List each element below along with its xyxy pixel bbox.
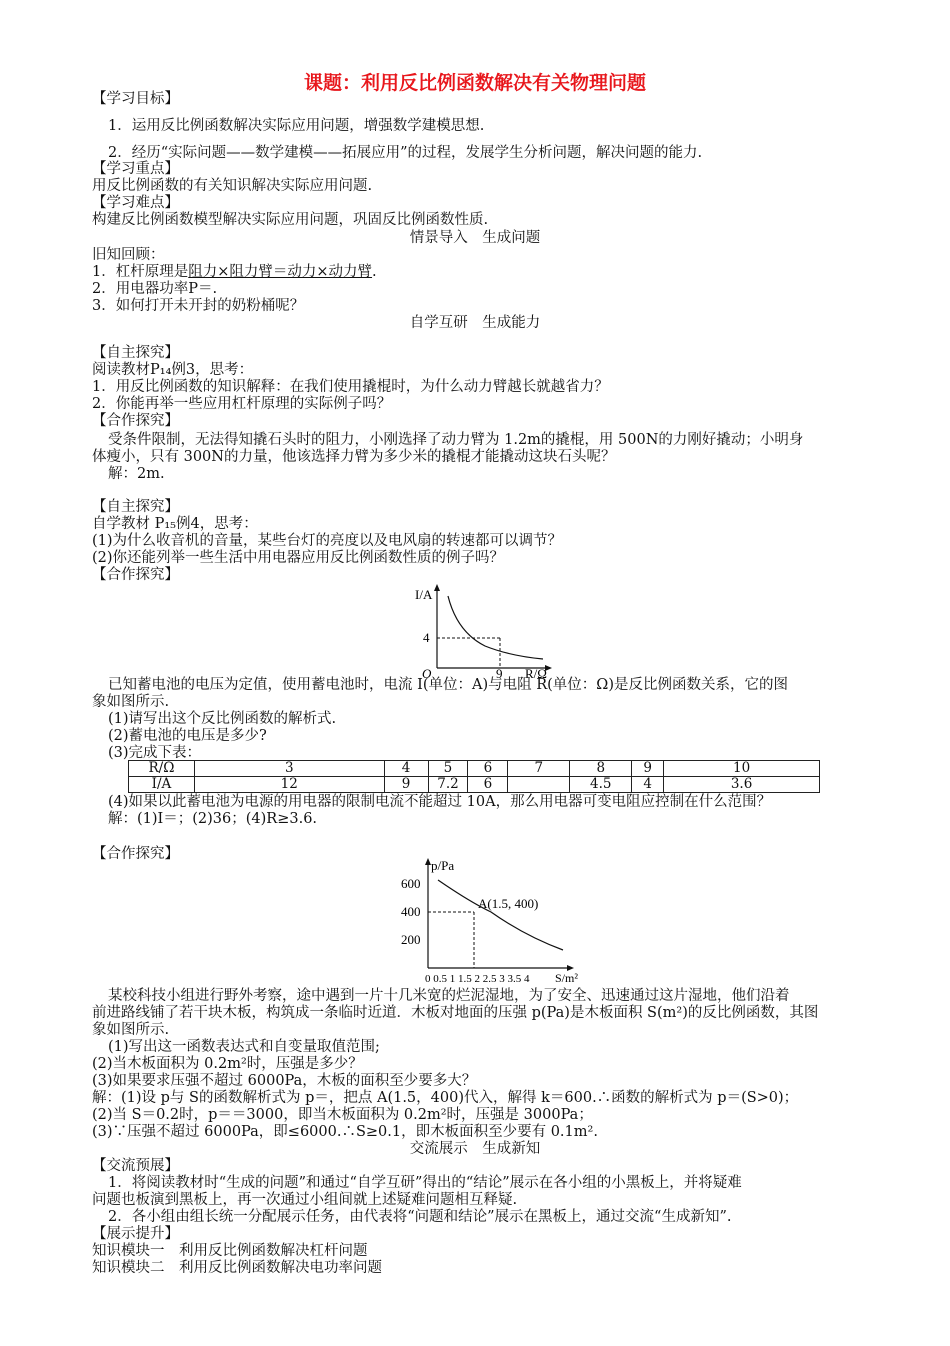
table-cell: 5 <box>428 761 468 777</box>
coop3-question-1: (1)写出这一函数表达式和自变量取值范围; <box>108 1039 380 1055</box>
coop3-answer-1: 解：(1)设 p与 S的函数解析式为 p＝，把点 A(1.5，400)代入，解得 k＝600.∴函数的解析式为 p＝(S>0)； <box>92 1090 799 1106</box>
coop2-question-3: (3)完成下表： <box>108 745 202 761</box>
coop2-line-1: 已知蓄电池的电压为定值，使用蓄电池时，电流 I(单位：A)与电阻 R(单位：Ω)是反比例函数关系，它的图 <box>108 677 788 693</box>
graph2-y-tick-400: 400 <box>401 904 421 919</box>
explore1-header: 【自主探究】 <box>92 345 179 361</box>
pressure-area-graph <box>395 856 595 988</box>
explore2-header: 【自主探究】 <box>92 499 179 515</box>
coop2-header: 【合作探究】 <box>92 567 179 583</box>
coop3-line-2: 前进路线铺了若干块木板，构筑成一条临时近道．木板对地面的压强 p(Pa)是木板面积 S(m²)的反比例函数，其图 <box>92 1005 819 1021</box>
table-cell: 3 <box>194 761 384 777</box>
preview-item-1-line-1: 1．将阅读教材时“生成的问题”和通过“自学互研”得出的“结论”展示在各小组的小黑板上，并将疑难 <box>108 1175 742 1191</box>
section-heading-2: 自学互研 生成能力 <box>409 315 541 331</box>
preview-item-1-line-2: 问题也板演到黑板上，再一次通过小组间就上述疑难问题相互释疑. <box>92 1192 518 1208</box>
graph1-x-mark: 9 <box>496 666 503 678</box>
graph1-origin: O <box>422 666 432 678</box>
goals-header: 【学习目标】 <box>92 91 179 107</box>
current-resistance-graph <box>415 582 565 678</box>
coop3-question-2: (2)当木板面积为 0.2m²时，压强是多少？ <box>92 1056 363 1072</box>
page-title: 课题：利用反比例函数解决有关物理问题 <box>303 72 646 94</box>
goal-item-1: 1．运用反比例函数解决实际应用问题，增强数学建模思想. <box>108 118 485 134</box>
coop2-answer: 解：(1)I＝；(2)36；(4)R≥3.6. <box>108 811 318 827</box>
coop1-answer: 解：2m. <box>108 466 165 482</box>
coop3-answer-3: (3)∵压强不超过 6000Pa，即≤6000.∴S≥0.1，即木板面积至少要有 0.1m². <box>92 1124 598 1140</box>
coop1-line-1: 受条件限制，无法得知撬石头时的阻力，小刚选择了动力臂为 1.2m的撬棍，用 500N的力刚好撬动；小明身 <box>108 432 804 448</box>
review-item-1-prefix: 1．杠杆原理是 <box>92 264 189 280</box>
coop3-line-1: 某校科技小组进行野外考察，途中遇到一片十几米宽的烂泥湿地，为了安全、迅速通过这片湿地，他们沿着 <box>108 988 790 1004</box>
coop1-header: 【合作探究】 <box>92 413 179 429</box>
table-cell: 6 <box>468 777 508 793</box>
table-cell: 4.5 <box>570 777 632 793</box>
review-header: 旧知回顾： <box>92 247 165 263</box>
graph1-x-label: R/Ω <box>525 666 547 678</box>
graph2-x-label: S/m² <box>555 971 578 985</box>
table-cell: 9 <box>384 777 428 793</box>
graph1-y-mark: 4 <box>423 630 430 645</box>
table-cell: 3.6 <box>664 777 820 793</box>
coop3-answer-2: (2)当 S＝0.2时，p＝＝3000，即当木板面积为 0.2m²时，压强是 3000Pa； <box>92 1107 593 1123</box>
explore1-question-1: 1．用反比例函数的知识解释：在我们使用撬棍时，为什么动力臂越长就越省力？ <box>92 379 609 395</box>
table-row-current <box>129 777 820 793</box>
explore2-question-1: (1)为什么收音机的音量，某些台灯的亮度以及电风扇的转速都可以调节？ <box>92 533 563 549</box>
table-cell: 4 <box>632 777 664 793</box>
graph2-y-tick-600: 600 <box>401 876 421 891</box>
coop2-question-2: (2)蓄电池的电压是多少? <box>108 728 267 744</box>
table-cell: 7.2 <box>428 777 468 793</box>
focus-header: 【学习重点】 <box>92 161 179 177</box>
review-item-3: 3．如何打开未开封的奶粉桶呢？ <box>92 298 305 314</box>
coop1-line-2: 体瘦小，只有 300N的力量，他该选择力臂为多少米的撬棍才能撬动这块石头呢？ <box>92 449 616 465</box>
table-cell: 10 <box>664 761 820 777</box>
review-item-2: 2．用电器功率P＝. <box>92 281 218 297</box>
preview-item-2: 2．各小组由组长统一分配展示任务，由代表将“问题和结论”展示在黑板上，通过交流“生成新知”. <box>108 1209 732 1225</box>
coop3-question-3: (3)如果要求压强不超过 6000Pa，木板的面积至少要多大？ <box>92 1073 477 1089</box>
graph2-curve <box>438 880 563 950</box>
table-cell: R/Ω <box>129 761 195 777</box>
focus-text: 用反比例函数的有关知识解决实际应用问题. <box>92 178 373 194</box>
table-cell <box>508 777 570 793</box>
explore2-question-2: (2)你还能列举一些生活中用电器应用反比例函数性质的例子吗？ <box>92 550 505 566</box>
graph1-curve <box>448 596 543 659</box>
coop3-header: 【合作探究】 <box>92 846 179 862</box>
goal-item-2: 2．经历“实际问题——数学建模——拓展应用”的过程，发展学生分析问题，解决问题的能力. <box>108 145 703 161</box>
improve-header: 【展示提升】 <box>92 1226 179 1242</box>
review-item-1-suffix: . <box>372 264 377 280</box>
preview-header: 【交流预展】 <box>92 1158 179 1174</box>
table-cell: 6 <box>468 761 508 777</box>
knowledge-module-1: 知识模块一 利用反比例函数解决杠杆问题 <box>92 1243 368 1259</box>
section-heading-1: 情景导入 生成问题 <box>409 230 541 246</box>
graph2-point-label: A(1.5, 400) <box>478 896 539 911</box>
graph1-y-label: I/A <box>415 587 433 602</box>
explore2-read: 自学教材 P₁₅例4，思考： <box>92 516 258 532</box>
explore1-read: 阅读教材P₁₄例3，思考： <box>92 362 254 378</box>
coop2-line-2: 象如图所示. <box>92 694 170 710</box>
section-heading-3: 交流展示 生成新知 <box>409 1141 541 1157</box>
explore1-question-2: 2．你能再举一些应用杠杆原理的实际例子吗？ <box>92 396 392 412</box>
graph2-y-tick-200: 200 <box>401 932 421 947</box>
graph1-y-arrow <box>434 584 440 591</box>
graph2-y-label: p/Pa <box>431 858 455 873</box>
table-row-resistance <box>129 761 820 777</box>
coop3-line-3: 象如图所示. <box>92 1022 170 1038</box>
difficulty-text: 构建反比例函数模型解决实际应用问题，巩固反比例函数性质. <box>92 212 489 228</box>
table-cell: 4 <box>384 761 428 777</box>
coop2-question-4: (4)如果以此蓄电池为电源的用电器的限制电流不能超过 10A，那么用电器可变电阻应控制在什么范围？ <box>108 794 772 810</box>
table-cell: 12 <box>194 777 384 793</box>
resistance-current-table <box>128 760 820 793</box>
graph2-x-ticks: 0 0.5 1 1.5 2 2.5 3 3.5 4 <box>425 973 530 985</box>
knowledge-module-2: 知识模块二 利用反比例函数解决电功率问题 <box>92 1260 382 1276</box>
table-cell: I/A <box>129 777 195 793</box>
table-cell: 7 <box>508 761 570 777</box>
difficulty-header: 【学习难点】 <box>92 195 179 211</box>
table-cell: 8 <box>570 761 632 777</box>
lever-principle-answer: 阻力×阻力臂＝动力×动力臂 <box>188 264 373 280</box>
table-cell: 9 <box>632 761 664 777</box>
coop2-question-1: (1)请写出这个反比例函数的解析式. <box>108 711 337 727</box>
review-item-1 <box>92 264 377 281</box>
